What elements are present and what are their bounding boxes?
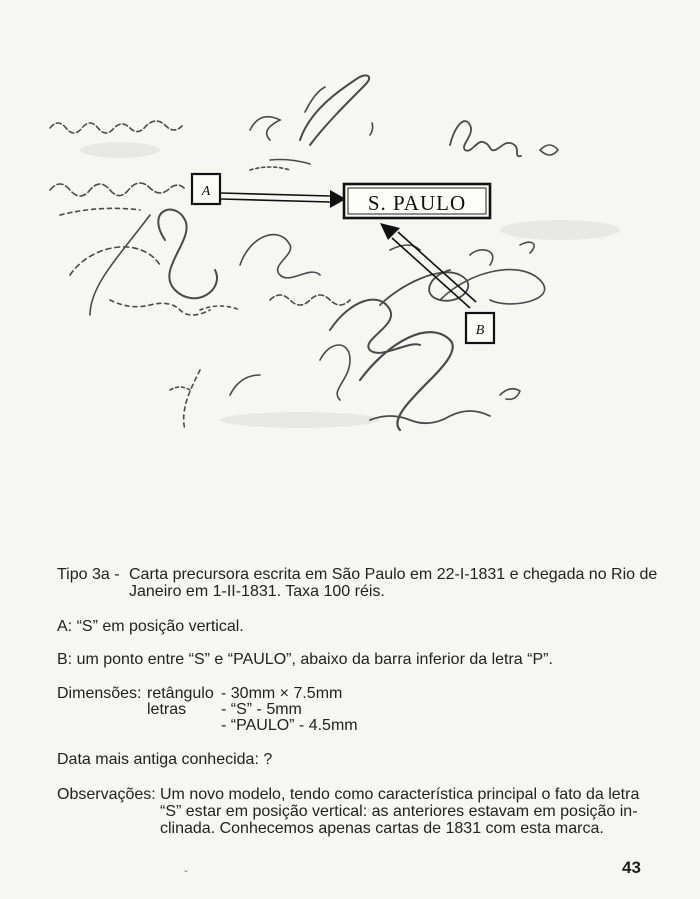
handwriting <box>50 75 558 430</box>
stamp <box>344 184 490 218</box>
observacoes-line-1: Um novo modelo, tendo como característica principal o fato da letra <box>160 786 640 803</box>
stamp-text: S. PAULO <box>367 191 467 215</box>
arrow-b-head <box>380 223 400 240</box>
page-number: 43 <box>622 858 641 877</box>
dimensions-letras-s: - “S” - 5mm <box>221 701 302 718</box>
tipo-label: Tipo 3a - <box>57 566 120 583</box>
dimensions-label: Dimensões: <box>57 685 142 702</box>
arrow-a <box>221 193 330 202</box>
dimensions-letras-paulo: - “PAULO” - 4.5mm <box>221 717 358 734</box>
note-b: B: um ponto entre “S” e “PAULO”, abaixo da barra inferior da letra “P”. <box>57 651 553 668</box>
ink-smudge: ˇ <box>184 868 188 882</box>
dimensions-retangulo-value: - 30mm × 7.5mm <box>221 685 343 702</box>
observacoes-line-2: “S” estar em posição vertical: as anteriores estavam em posição in- <box>160 803 638 820</box>
note-a: A: “S” em posição vertical. <box>57 618 244 635</box>
tipo-line-1: Carta precursora escrita em São Paulo em 22-I-1831 e chegada no Rio de <box>129 566 658 583</box>
dimensions-retangulo: retângulo <box>147 685 214 702</box>
tipo-line-2: Janeiro em 1-II-1831. Taxa 100 réis. <box>129 583 385 600</box>
data-mais-antiga: Data mais antiga conhecida: ? <box>57 751 273 768</box>
marker-a-label: A <box>201 184 211 199</box>
marker-b-label: B <box>475 323 485 338</box>
observacoes-line-3: clinada. Conhecemos apenas cartas de 1831 com esta marca. <box>160 820 604 837</box>
dimensions-letras: letras <box>147 701 187 718</box>
observacoes-label: Observações: <box>57 786 156 803</box>
